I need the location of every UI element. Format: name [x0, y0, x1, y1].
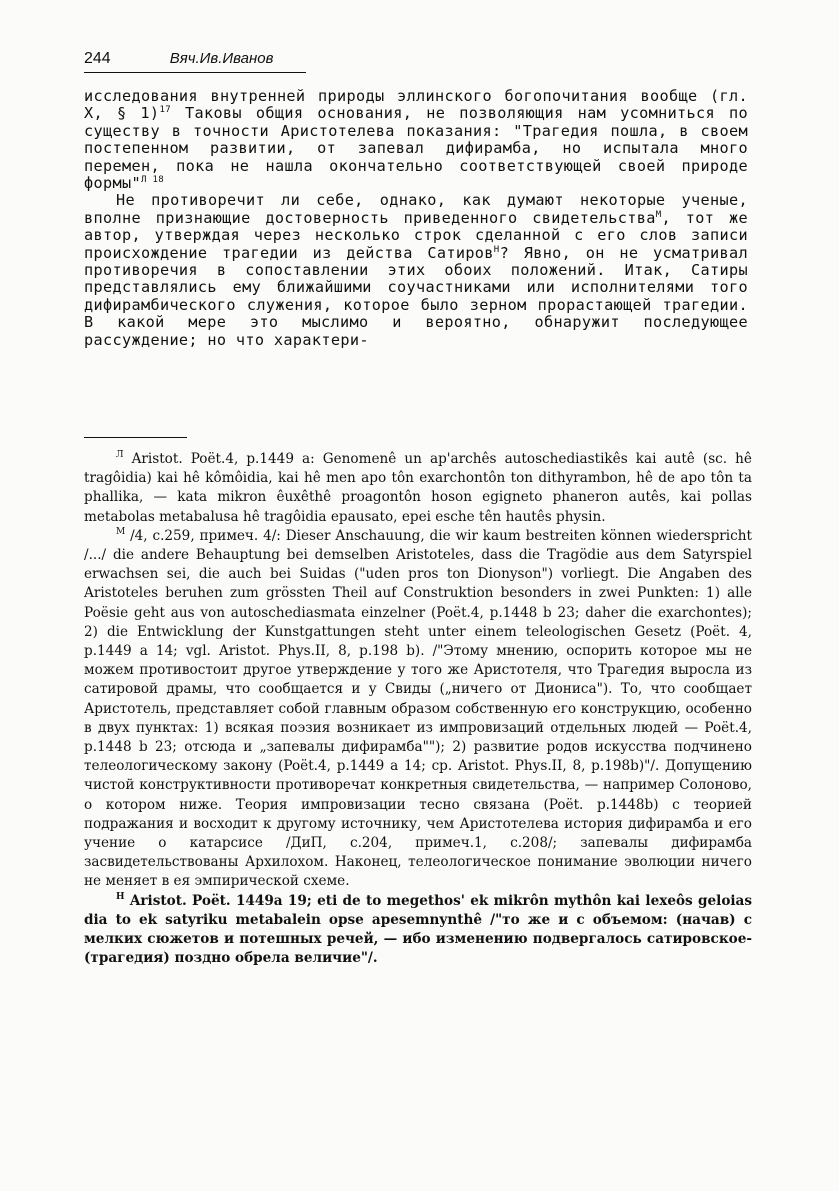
footnote-ref-17: 17 — [159, 105, 171, 116]
footnote-ref-m: М — [655, 209, 662, 220]
paragraph-2-text: Не противоречит ли себе, однако, как думают некоторые ученые, вполне признающие достоверность приведенного свидетельства — [84, 191, 748, 227]
page-header — [84, 48, 744, 69]
footnote-l-text: Aristot. Poët.4, p.1449 a: Genomenê un ap'archês autoschediastikês kai autê (sc. hê tragôidia) kai hê kômôidia, kai hê men apo tôn exarchontôn ton dithyrambon, hê de apo tôn ta phallika, — kata mikron êuxêthê proagontôn hoson egigneto phaneron autês, kai pollas metabolas metabalusa hê tragôidia epausato, epei esche tên hautês physin. — [84, 451, 752, 525]
running-title: Вяч.Ив.Иванов — [169, 50, 274, 67]
page-number: 244 — [84, 50, 111, 67]
footnote-l-marker: Л — [116, 450, 124, 460]
header-rule — [84, 72, 306, 73]
footnote-n — [84, 892, 752, 969]
footnote-n-marker: Н — [116, 891, 125, 902]
footnote-m — [84, 527, 752, 892]
footnote-l — [84, 450, 752, 527]
footnote-ref-l18: Л 18 — [140, 175, 165, 186]
footnotes — [84, 450, 752, 968]
paragraph-2-text-end: ? Явно, он не усматривал противоречия в сопоставлении этих обоих положений. Итак, Сатиры представлялись ему ближайшими соучастниками или исполнителями того дифирамбического служения, которое было зерном прорастающей трагедии. В какой мере это мыслимо и вероятно, обнаружит последующее рассуждение; но что характери- — [84, 243, 748, 349]
footnote-ref-n: Н — [493, 244, 500, 255]
footnote-m-marker: М — [116, 526, 126, 537]
paragraph-2 — [84, 192, 748, 349]
footnote-n-text: Aristot. Poët. 1449a 19; eti de to megethos' ek mikrôn mythôn kai lexeôs geloias dia to ek satyriku metabalein opse apesemnynthê /"то же и с объемом: (начав) с мелких сюжетов и потешных речей, — ибо изменению подвергалось сатировское- (трагедия) поздно обрела величие"/. — [84, 892, 753, 967]
paragraph-1 — [84, 88, 748, 192]
paragraph-2-text-cont: , тот же автор, утверждая через несколько строк сделанной с его слов записи происхождение трагедии из действа Сатиров — [84, 208, 748, 262]
paragraph-1-text-cont: Таковы общия основания, не позволяющия нам усомниться по существу в точности Аристотелева показания: "Трагедия пошла, в своем постепенном развитии, от запевал дифирамба, но испытала много перемен, пока не нашла окончательно соответствующей своей природе формы" — [84, 104, 748, 193]
main-text — [84, 88, 748, 349]
paragraph-1-text: исследования внутренней природы эллинского богопочитания вообще (гл. X, § 1) — [84, 87, 748, 123]
footnote-m-text: /4, с.259, примеч. 4/: Dieser Anschauung, die wir kaum bestreiten können wiederspricht /.../ die andere Behauptung bei demselben Aristoteles, dass die Tragödie aus dem Satyrspiel erwachsen sei, die auch bei Suidas ("uden pros ton Dionyson") vorliegt. Die Angaben des Aristoteles beruhen zum grössten Theil auf Construktion besonders in zwei Punkten: 1) alle Poësie geht aus von autoschediasmata einzelner (Poët.4, p.1448 b 23; daher die exarchontes); 2) die Entwicklung der Kunstgattungen steht unter einem teleologischen Gesetz (Poët. 4, p.1449 a 14; vgl. Aristot. Phys.II, 8, p.198 b). /"Этому мнению, оспорить которое мы не можем противостоит другое утверждение у того же Аристотеля, что Трагедия выросла из сатировой драмы, что сообщается и у Свиды („ничего от Диониса"). То, что сообщает Аристотель, представляет собой главным образом собственную его конструкцию, особенно в двух пунктах: 1) всякая поэзия возникает из импровизаций отдельных людей — Poët.4, p.1448 b 23; отсюда и „запевалы дифирамба""); 2) развитие родов искусства подчинено телеологическому закону (Poët.4, p.1449 a 14; ср. Aristot. Phys.II, 8, p.198b)"/. Допущению чистой конструктивности противоречат конкретныя свидетельства, — например Солоново, о котором ниже. Теория импровизации тесно связана (Poët. p.1448b) с теорией подражания и восходит к другому источнику, чем Аристотелева история дифирамба и его учение о катарсисе /ДиП, с.204, примеч.1, с.208/; запевалы дифирамба засвидетельствованы Архилохом. Наконец, телеологическое понимание эволюции ничего не меняет в ея эмпирической схеме. — [84, 527, 752, 890]
footnote-rule — [84, 437, 187, 438]
